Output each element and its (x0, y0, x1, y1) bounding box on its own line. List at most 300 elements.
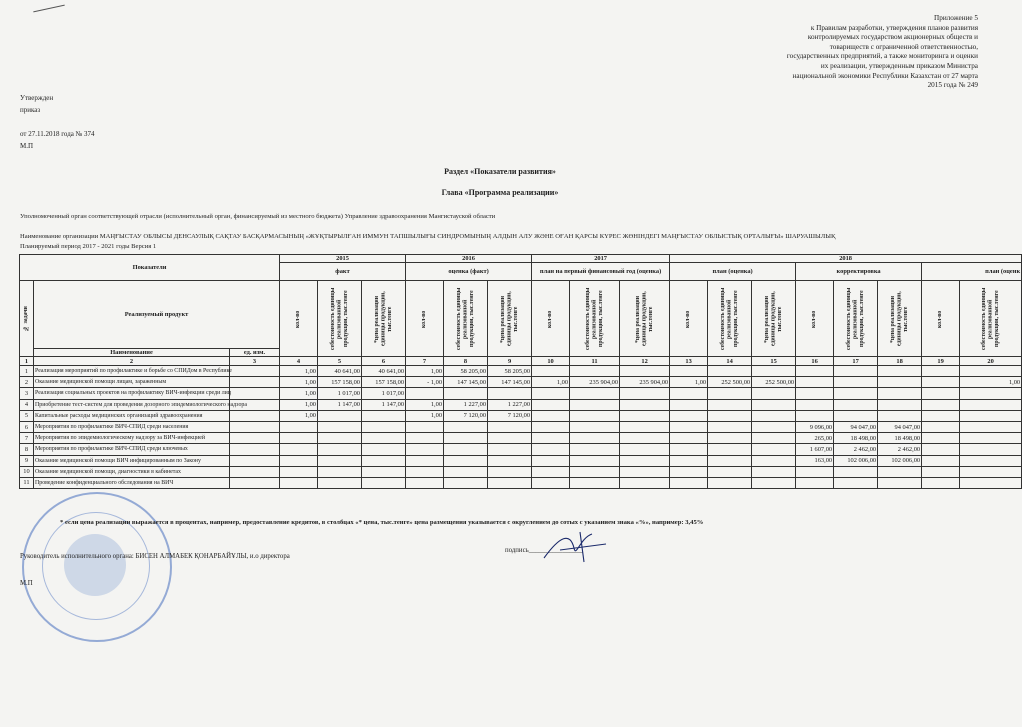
cell-value (532, 388, 570, 399)
column-header (670, 281, 708, 357)
column-header-label: себестоимость единицы реализованной продукции, тыс.тенге (981, 287, 1000, 350)
column-number: 11 (570, 357, 620, 366)
cell-value (796, 410, 834, 421)
cell-value (280, 466, 318, 477)
cell-value (532, 399, 570, 410)
cell-name: Реализация мероприятий по профилактике и борьбе со СПИДом в Республике (34, 366, 230, 377)
cell-value: 157 158,00 (318, 377, 362, 388)
cell-unit (230, 466, 280, 477)
cell-value: 1 017,00 (362, 388, 406, 399)
cell-value: 1,00 (406, 399, 444, 410)
cell-value: 1 227,00 (488, 399, 532, 410)
period-line: Планируемый период 2017 - 2021 годы Версия 1 (20, 243, 157, 250)
cell-value (960, 477, 1022, 488)
cell-value: 1 227,00 (444, 399, 488, 410)
cell-value (318, 466, 362, 477)
cell-value (752, 366, 796, 377)
column-header-label: кол-во (295, 309, 302, 328)
column-header (318, 281, 362, 357)
column-number: 3 (230, 357, 280, 366)
cell-value (752, 455, 796, 466)
cell-value (922, 433, 960, 444)
price-footnote: * если цена реализации выражается в процентах, например, предоставление кредитов, в столбцах «* цена, тыс.тенге» цена размещения указывается с округлением до сотых с указанием знака «%», например: 3,45% (60, 519, 704, 526)
cell-no: 10 (20, 466, 34, 477)
column-number: 2 (34, 357, 230, 366)
cell-value: 18 498,00 (834, 433, 878, 444)
table-row (20, 466, 1022, 477)
cell-unit (230, 410, 280, 421)
column-number: 12 (620, 357, 670, 366)
column-number: 15 (752, 357, 796, 366)
cell-value (670, 399, 708, 410)
cell-value (362, 433, 406, 444)
cell-name: Приобретение тест-систем для проведения дозорного эпидемиологического надзора (34, 399, 230, 410)
appendix-line: Приложение 5 (934, 14, 978, 22)
cell-value: 58 205,00 (444, 366, 488, 377)
cell-value (488, 433, 532, 444)
cell-value (620, 455, 670, 466)
cell-name: Проведение конфиденциального обследования на ВИЧ (34, 477, 230, 488)
cell-value (620, 477, 670, 488)
cell-value (960, 366, 1022, 377)
column-header-label: *цена реализации единицы продукции, тыс.тенге (373, 291, 393, 346)
cell-value: 147 145,00 (444, 377, 488, 388)
cell-value (796, 477, 834, 488)
column-header (488, 281, 532, 357)
cell-value (318, 410, 362, 421)
development-indicators-table (19, 254, 1022, 489)
cell-value (752, 466, 796, 477)
cell-value (708, 410, 752, 421)
column-header (532, 281, 570, 357)
column-header-label: *цена реализации единицы продукции, тыс.тенге (634, 291, 654, 346)
cell-value: 1,00 (280, 410, 318, 421)
cell-value (488, 477, 532, 488)
cell-value (362, 421, 406, 432)
column-header-label: себестоимость единицы реализованной продукции, тыс.тенге (845, 287, 865, 350)
cell-value: 58 205,00 (488, 366, 532, 377)
group-header: факт (280, 263, 406, 281)
cell-value (834, 366, 878, 377)
column-header (878, 281, 922, 357)
cell-value (878, 399, 922, 410)
unit-header: ед. изм. (230, 349, 280, 357)
column-header (960, 281, 1022, 357)
cell-value (570, 466, 620, 477)
cell-value (620, 388, 670, 399)
column-header (708, 281, 752, 357)
cell-value (834, 466, 878, 477)
scan-mark (33, 5, 65, 13)
cell-value: 102 006,00 (878, 455, 922, 466)
organization-line: Наименование организации МАҢҒЫСТАУ ОБЛЫСЫ ДЕНСАУЛЫҚ САҚТАУ БАСҚАРМАСЫНЫҢ «ЖҰҚТЫРЫЛҒАН ИММУН ТАПШЫЛЫҒЫ СИНДРОМЫНЫҢ АЛДЫН АЛУ ЖӘНЕ ОҒАН ҚАРСЫ КҮРЕС ЖӨНІНДЕГІ МАҢҒЫСТАУ ОБЛЫСТЫҚ ОРТАЛЫҒЫ» ШАРУАШЫЛЫҚ (20, 233, 836, 240)
year-header: 2018 (670, 255, 1022, 263)
cell-value: 1,00 (280, 399, 318, 410)
cell-value: 9 096,00 (796, 421, 834, 432)
cell-value (570, 421, 620, 432)
cell-name: Оказание медицинской помощи, диагностики в кабинетах (34, 466, 230, 477)
cell-value (878, 466, 922, 477)
cell-value (570, 444, 620, 455)
cell-value (444, 388, 488, 399)
cell-value (570, 388, 620, 399)
cell-value (280, 433, 318, 444)
cell-no: 9 (20, 455, 34, 466)
cell-value (922, 388, 960, 399)
cell-value (796, 399, 834, 410)
column-header-label: кол-во (685, 309, 692, 328)
cell-value: 94 047,00 (834, 421, 878, 432)
handwritten-signature (540, 528, 610, 564)
column-number: 13 (670, 357, 708, 366)
cell-value (488, 388, 532, 399)
table-row (20, 433, 1022, 444)
cell-no: 4 (20, 399, 34, 410)
group-header: оценка (факт) (406, 263, 532, 281)
cell-value: - 1,00 (406, 377, 444, 388)
cell-value (878, 410, 922, 421)
cell-value (752, 388, 796, 399)
cell-value (362, 410, 406, 421)
cell-value (922, 399, 960, 410)
cell-value: 1,00 (532, 377, 570, 388)
cell-value (444, 433, 488, 444)
cell-value (708, 455, 752, 466)
cell-value (444, 477, 488, 488)
cell-name: Капитальные расходы медицинских организаций здравоохранения (34, 410, 230, 421)
cell-value: 235 904,00 (570, 377, 620, 388)
column-header (620, 281, 670, 357)
cell-no: 7 (20, 433, 34, 444)
cell-value (444, 466, 488, 477)
cell-value (708, 388, 752, 399)
cell-value (878, 377, 922, 388)
cell-value (834, 477, 878, 488)
cell-value: 252 500,00 (708, 377, 752, 388)
cell-value (708, 399, 752, 410)
cell-value (280, 444, 318, 455)
cell-name: Оказание медицинской помощи ВИЧ инфицированным по Закону (34, 455, 230, 466)
column-header (796, 281, 834, 357)
cell-value (362, 477, 406, 488)
column-number: 16 (796, 357, 834, 366)
cell-value (280, 455, 318, 466)
cell-value (488, 466, 532, 477)
cell-value (318, 477, 362, 488)
cell-value (796, 366, 834, 377)
column-header-label: *цена реализации единицы продукции, тыс.тенге (499, 291, 519, 346)
cell-value: 1,00 (280, 377, 318, 388)
cell-value (670, 433, 708, 444)
approval-line: М.П (20, 142, 34, 150)
cell-value (362, 466, 406, 477)
cell-value (318, 444, 362, 455)
cell-value (406, 444, 444, 455)
cell-value: 163,00 (796, 455, 834, 466)
cell-value: 1 017,00 (318, 388, 362, 399)
cell-name: Реализация социальных проектов на профилактику ВИЧ-инфекции среди лиц (34, 388, 230, 399)
column-number: 9 (488, 357, 532, 366)
group-header: корректировка (796, 263, 922, 281)
group-header: план на первый финансовый год (оценка) (532, 263, 670, 281)
cell-value (708, 444, 752, 455)
cell-value (362, 444, 406, 455)
cell-value (532, 477, 570, 488)
cell-value (752, 410, 796, 421)
cell-value: 1,00 (406, 410, 444, 421)
column-number: 5 (318, 357, 362, 366)
cell-no: 5 (20, 410, 34, 421)
chapter-title: Глава «Программа реализации» (441, 188, 559, 197)
column-number: 7 (406, 357, 444, 366)
cell-value: 147 145,00 (488, 377, 532, 388)
cell-value (280, 477, 318, 488)
cell-value (570, 399, 620, 410)
cell-unit (230, 433, 280, 444)
cell-unit (230, 366, 280, 377)
cell-no: 3 (20, 388, 34, 399)
cell-value: 2 462,00 (878, 444, 922, 455)
table-row (20, 388, 1022, 399)
cell-value (922, 444, 960, 455)
cell-value (878, 366, 922, 377)
appendix-line: контролируемых государством акционерных обществ и (807, 33, 978, 42)
table-row (20, 366, 1022, 377)
cell-value (620, 421, 670, 432)
appendix-line: государственных предприятий, а также мониторинга и оценки (786, 52, 978, 61)
cell-value (752, 433, 796, 444)
column-number: 6 (362, 357, 406, 366)
cell-value (670, 388, 708, 399)
cell-value (488, 421, 532, 432)
authority-line: Уполномоченный орган соответствующей отрасли (исполнительный орган, финансируемый из местного бюджета) Управление здравоохранения Мангистауской области (20, 213, 496, 220)
column-header-label: кол-во (547, 309, 554, 328)
section-title: Раздел «Показатели развития» (444, 167, 556, 176)
cell-unit (230, 421, 280, 432)
signature-label: подпись________________ (505, 547, 584, 554)
cell-value (570, 366, 620, 377)
cell-value (670, 455, 708, 466)
table-row (20, 421, 1022, 432)
cell-value (796, 388, 834, 399)
cell-value (878, 388, 922, 399)
cell-value (960, 410, 1022, 421)
column-header-label: себестоимость единицы реализованной продукции, тыс.тенге (455, 287, 475, 350)
column-number: 4 (280, 357, 318, 366)
column-header-label: кол-во (937, 309, 944, 328)
cell-value (406, 433, 444, 444)
cell-value (532, 466, 570, 477)
cell-name: Оказание медицинской помощи лицам, зараженным (34, 377, 230, 388)
cell-value (488, 455, 532, 466)
column-header (834, 281, 878, 357)
cell-value: 235 904,00 (620, 377, 670, 388)
cell-value (708, 366, 752, 377)
cell-unit (230, 444, 280, 455)
cell-value: 94 047,00 (878, 421, 922, 432)
cell-value (318, 433, 362, 444)
cell-unit (230, 455, 280, 466)
table-row (20, 410, 1022, 421)
cell-value (620, 466, 670, 477)
cell-value (960, 433, 1022, 444)
cell-value (570, 433, 620, 444)
table-row (20, 455, 1022, 466)
group-header: план (оценка) (670, 263, 796, 281)
cell-unit (230, 477, 280, 488)
appendix-note (738, 14, 978, 91)
column-header-label: *цена реализации единицы продукции, тыс.тенге (763, 291, 783, 346)
cell-value (708, 466, 752, 477)
cell-value (922, 421, 960, 432)
cell-value (834, 410, 878, 421)
cell-no: 1 (20, 366, 34, 377)
name-header: Наименование (34, 349, 230, 357)
cell-value (318, 455, 362, 466)
cell-value (406, 388, 444, 399)
cell-value (752, 421, 796, 432)
column-header-label: себестоимость единицы реализованной продукции, тыс.тенге (329, 287, 349, 350)
product-header: Реализуемый продукт (34, 281, 280, 349)
cell-value (670, 421, 708, 432)
column-header (922, 281, 960, 357)
cell-value: 40 641,00 (318, 366, 362, 377)
table-row (20, 399, 1022, 410)
column-number: 20 (960, 357, 1022, 366)
cell-value (670, 444, 708, 455)
cell-value (834, 399, 878, 410)
year-header: 2015 (280, 255, 406, 263)
cell-value (570, 477, 620, 488)
cell-value (532, 455, 570, 466)
cell-value (532, 433, 570, 444)
approval-stamp-text (20, 92, 95, 152)
cell-value: 1,00 (280, 388, 318, 399)
cell-value (834, 377, 878, 388)
cell-value: 157 158,00 (362, 377, 406, 388)
column-header (752, 281, 796, 357)
year-header: 2017 (532, 255, 670, 263)
cell-value (620, 399, 670, 410)
cell-value (922, 455, 960, 466)
cell-value (532, 410, 570, 421)
cell-value (362, 455, 406, 466)
cell-value: 1 607,00 (796, 444, 834, 455)
column-number: 17 (834, 357, 878, 366)
cell-value (670, 366, 708, 377)
column-header-label: кол-во (421, 309, 428, 328)
column-header-label: себестоимость единицы реализованной продукции, тыс.тенге (584, 287, 604, 350)
column-header-label: себестоимость единицы реализованной продукции, тыс.тенге (719, 287, 739, 350)
cell-value (620, 444, 670, 455)
appendix-line: товариществ с ограниченной ответственностью, (829, 42, 978, 51)
cell-value (532, 366, 570, 377)
year-header: 2016 (406, 255, 532, 263)
approval-line: от 27.11.2018 года № 374 (20, 130, 95, 138)
cell-value (960, 444, 1022, 455)
cell-value: 1,00 (280, 366, 318, 377)
cell-value: 2 462,00 (834, 444, 878, 455)
cell-value (444, 455, 488, 466)
table-row (20, 377, 1022, 388)
column-number: 14 (708, 357, 752, 366)
cell-value (834, 388, 878, 399)
cell-value (670, 410, 708, 421)
cell-value: 1 147,00 (318, 399, 362, 410)
column-number: 10 (532, 357, 570, 366)
cell-value (532, 444, 570, 455)
appendix-line: к Правилам разработки, утверждения планов развития (810, 23, 978, 32)
cell-value (796, 466, 834, 477)
cell-value (752, 399, 796, 410)
cell-value: 7 120,00 (444, 410, 488, 421)
cell-name: Мероприятия по профилактике ВИЧ-СПИД среди ключевых (34, 444, 230, 455)
cell-value: 1,00 (960, 377, 1022, 388)
column-number: 19 (922, 357, 960, 366)
cell-value (878, 477, 922, 488)
cell-value: 1 147,00 (362, 399, 406, 410)
cell-value (570, 455, 620, 466)
appendix-line: национальной экономики Республики Казахстан от 27 марта (792, 71, 978, 80)
cell-value (620, 410, 670, 421)
cell-value (318, 421, 362, 432)
official-seal (22, 492, 172, 642)
signer-line: Руководитель исполнительного органа: БИСЕН АЛМАБЕК ҚОНАРБАЙҰЛЫ, и.о директора (20, 553, 290, 560)
cell-unit (230, 388, 280, 399)
approval-line (20, 116, 95, 128)
cell-value (960, 399, 1022, 410)
cell-value (406, 421, 444, 432)
cell-value: 252 500,00 (752, 377, 796, 388)
cell-value (620, 366, 670, 377)
cell-name: Мероприятия по профилактике ВИЧ-СПИД среди населения (34, 421, 230, 432)
cell-value (960, 455, 1022, 466)
cell-value (406, 455, 444, 466)
column-number: 18 (878, 357, 922, 366)
cell-value (796, 377, 834, 388)
cell-value (444, 444, 488, 455)
cell-value (406, 466, 444, 477)
column-number: 1 (20, 357, 34, 366)
column-header (406, 281, 444, 357)
cell-value (670, 477, 708, 488)
column-header (362, 281, 406, 357)
cell-value (922, 466, 960, 477)
cell-value (488, 444, 532, 455)
seal-place-label: М.П (20, 580, 33, 587)
cell-value (960, 388, 1022, 399)
table-row (20, 477, 1022, 488)
indicators-header: Показатели (20, 255, 280, 281)
approval-line: Утвержден (20, 94, 54, 102)
cell-value: 102 006,00 (834, 455, 878, 466)
cell-value (708, 477, 752, 488)
column-header (570, 281, 620, 357)
cell-value (960, 466, 1022, 477)
cell-value (670, 466, 708, 477)
cell-value (922, 477, 960, 488)
cell-value (752, 477, 796, 488)
cell-no: 11 (20, 477, 34, 488)
cell-unit (230, 377, 280, 388)
cell-value: 18 498,00 (878, 433, 922, 444)
cell-value (280, 421, 318, 432)
cell-value (708, 433, 752, 444)
column-header-label: кол-во (811, 309, 818, 328)
cell-value (444, 421, 488, 432)
cell-name: Мероприятия по эпидемиологическому надзору за ВИЧ-инфекцией (34, 433, 230, 444)
cell-value (922, 377, 960, 388)
